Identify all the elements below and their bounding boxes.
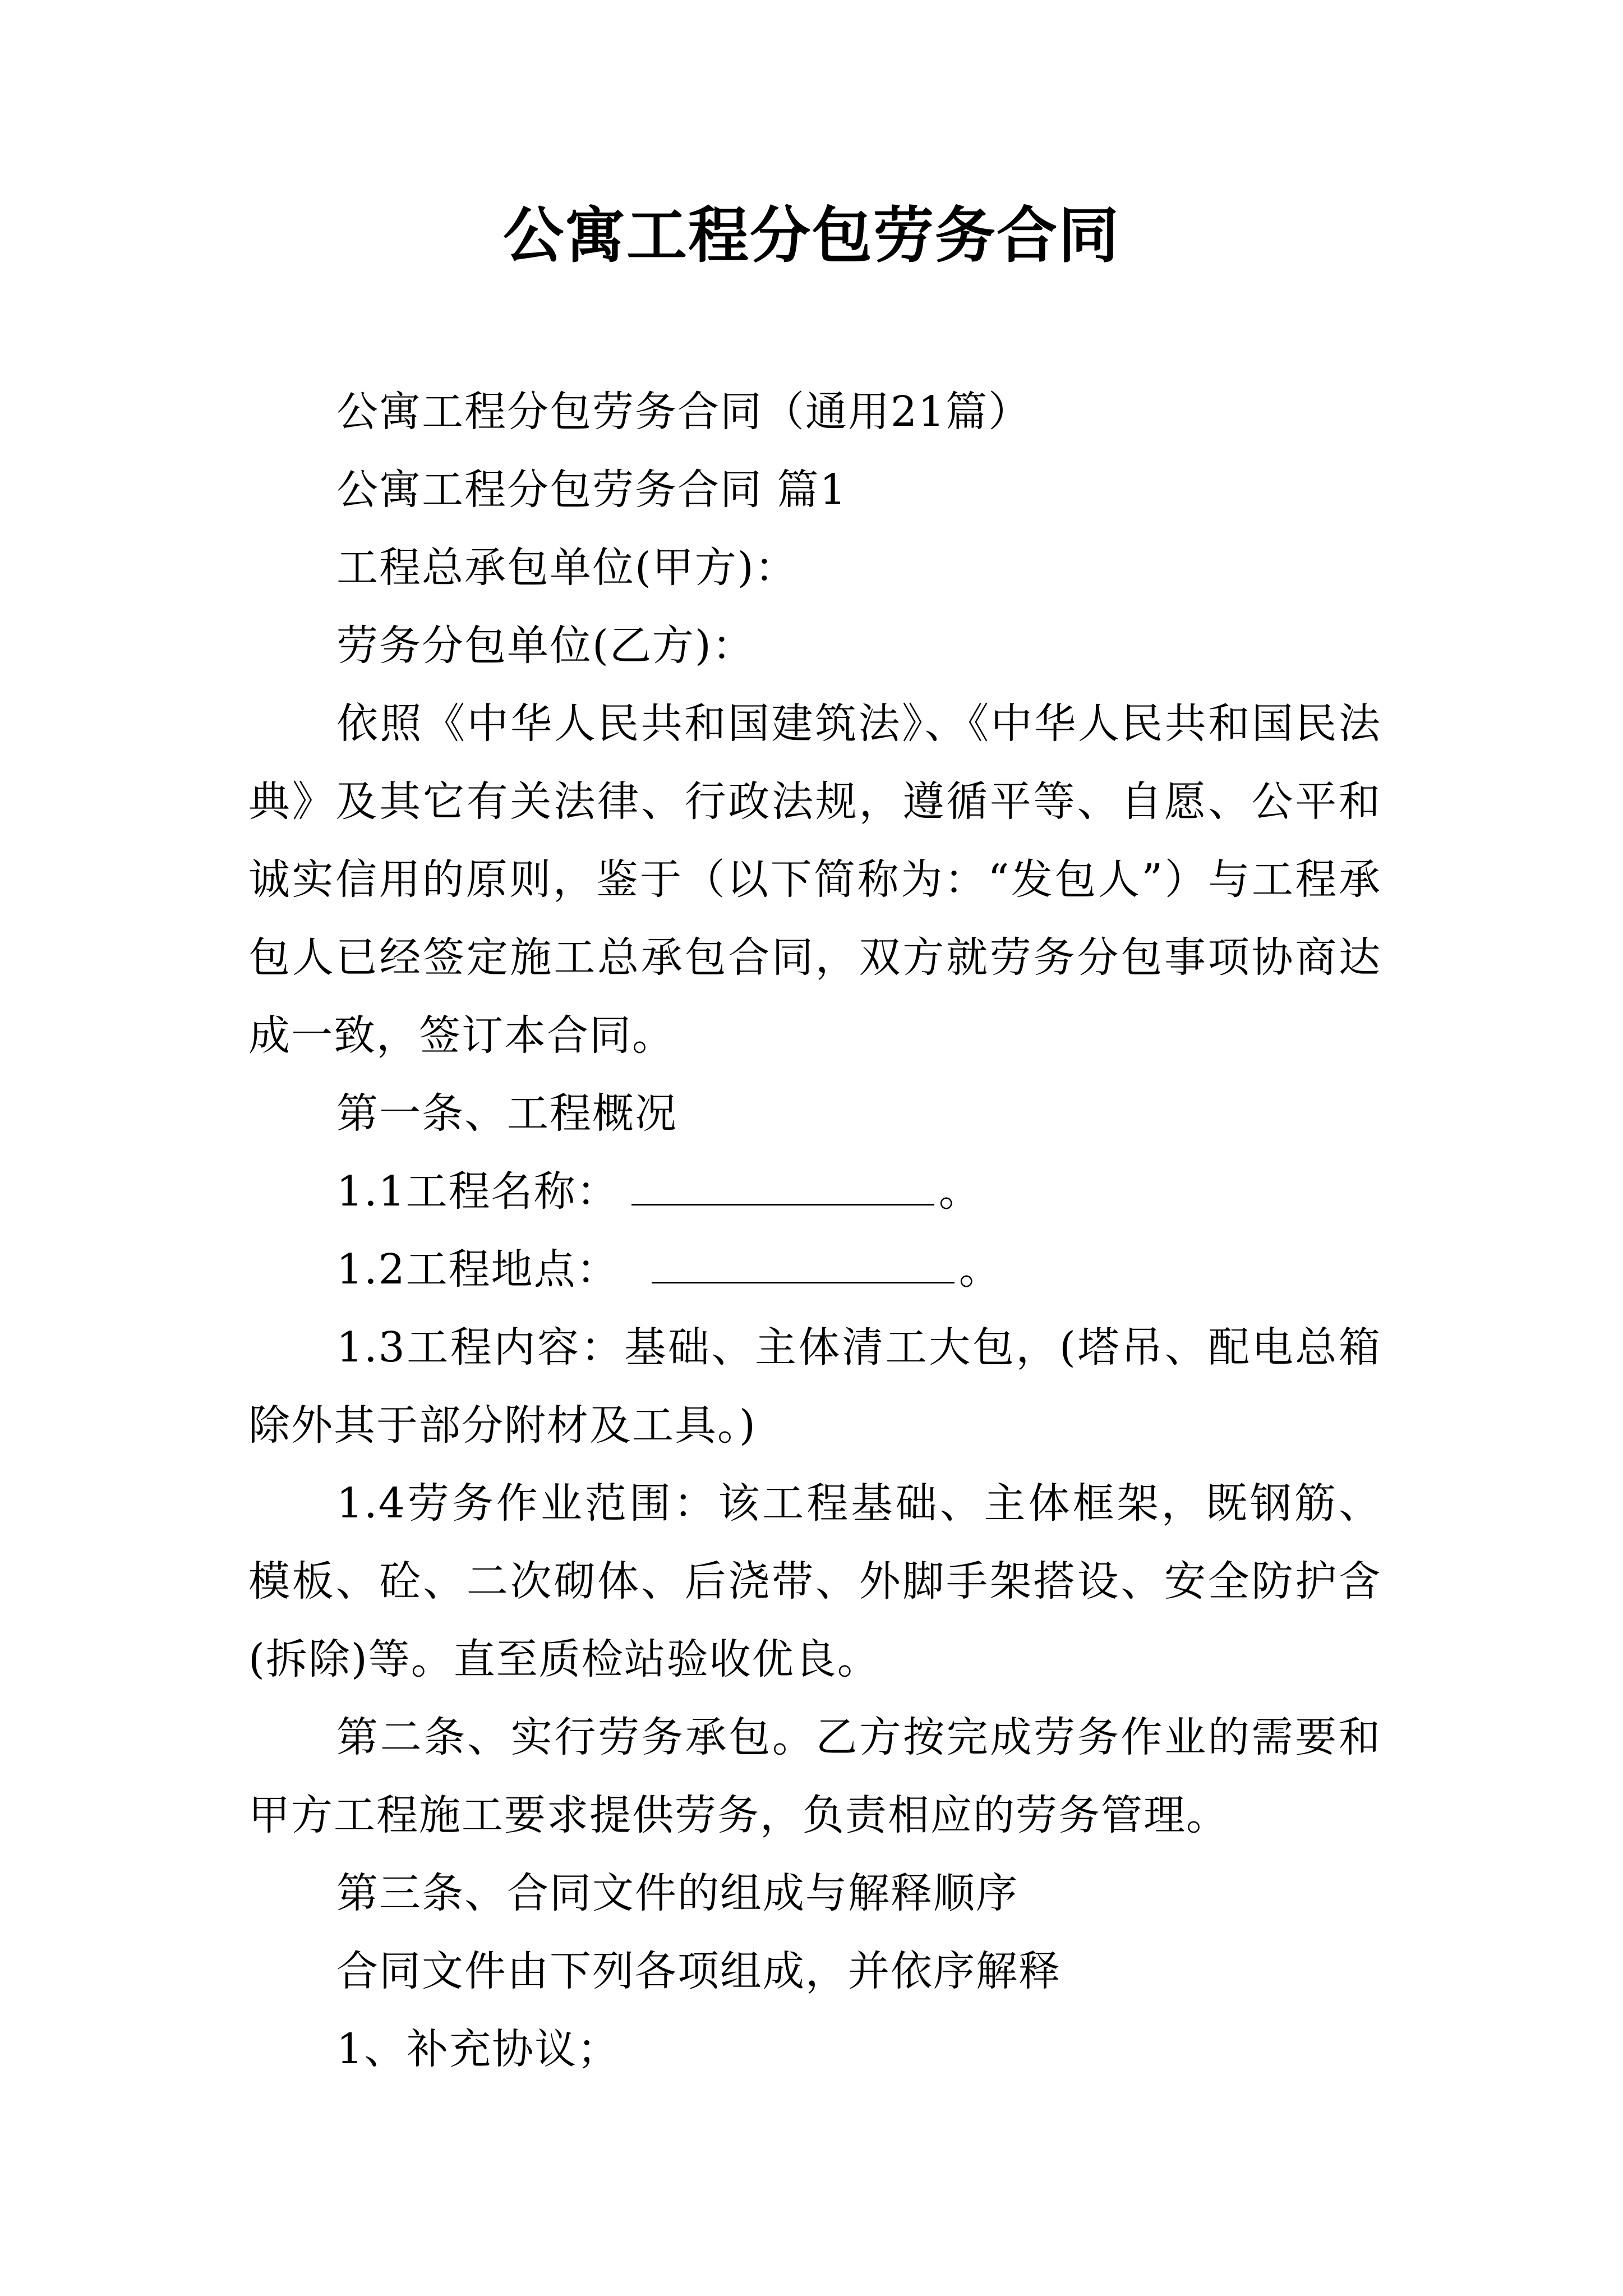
project-name-line xyxy=(248,1153,1381,1231)
project-name-blank xyxy=(631,1170,934,1205)
project-location-blank xyxy=(652,1248,955,1283)
article-1-heading: 第一条、工程概况 xyxy=(336,1089,677,1138)
contract-docs-item-1: 1、补充协议； xyxy=(336,2025,620,2073)
project-location-line xyxy=(248,1231,1381,1309)
project-name-label: 1.1工程名称： xyxy=(336,1167,619,1216)
project-location-label: 1.2工程地点： xyxy=(336,1245,619,1294)
document-title: 公寓工程分包劳务合同 xyxy=(502,200,1120,271)
preamble-paragraph: 依照《中华人民共和国建筑法》、《中华人民共和国民法典》及其它有关法律、行政法规，遵循平等、自愿、公平和诚实信用的原则，鉴于（以下简称为：“发包人”）与工程承包人已经签定施工总承包合同，双方就劳务分包事项协商达成一致，签订本合同。 xyxy=(248,700,1381,1060)
project-name-end: 。 xyxy=(938,1167,981,1216)
collection-heading: 公寓工程分包劳务合同（通用21篇） xyxy=(336,388,1031,436)
article-2-paragraph: 第二条、实行劳务承包。乙方按完成劳务作业的需要和甲方工程施工要求提供劳务，负责相应的劳务管理。 xyxy=(248,1713,1381,1839)
contract-docs-intro: 合同文件由下列各项组成，并依序解释 xyxy=(336,1947,1061,1995)
project-location-end: 。 xyxy=(958,1245,1002,1294)
section-heading: 公寓工程分包劳务合同 篇1 xyxy=(336,466,847,514)
article-3-heading: 第三条、合同文件的组成与解释顺序 xyxy=(336,1869,1018,1917)
document-body xyxy=(248,373,1381,2088)
party-b-line: 劳务分包单位(乙方)： xyxy=(336,622,755,670)
project-content-paragraph: 1.3工程内容：基础、主体清工大包，(塔吊、配电总箱除外其于部分附材及工具。) xyxy=(248,1323,1381,1450)
labor-scope-paragraph: 1.4劳务作业范围：该工程基础、主体框架，既钢筋、模板、砼、二次砌体、后浇带、外脚手架搭设、安全防护含(拆除)等。直至质检站验收优良。 xyxy=(248,1479,1381,1683)
party-a-line: 工程总承包单位(甲方)： xyxy=(336,544,797,592)
